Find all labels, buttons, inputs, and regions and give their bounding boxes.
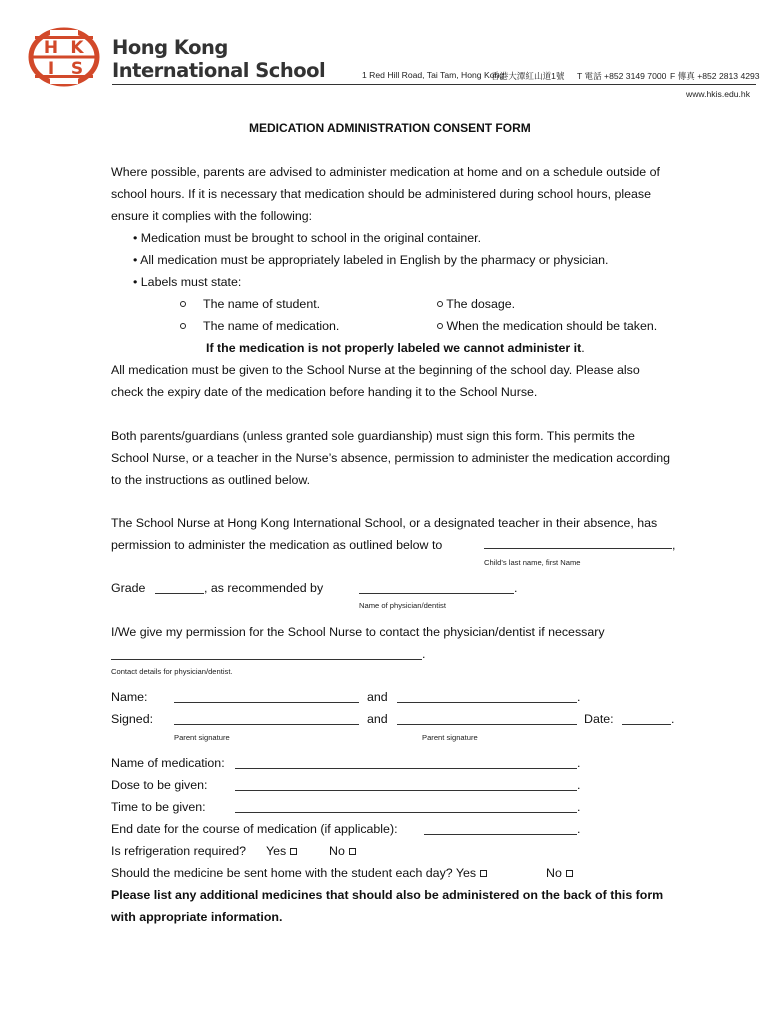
label-item: The name of medication. (180, 319, 339, 333)
period: . (577, 778, 581, 792)
bullet-text: All medication must be appropriately labeled in English by the pharmacy or physician. (140, 253, 609, 267)
end-date-field[interactable] (424, 834, 577, 835)
para3-line-3: to the instructions as outlined below. (111, 473, 311, 487)
label-item: The dosage. (437, 297, 515, 311)
time-field[interactable] (235, 812, 577, 813)
checkbox-icon[interactable] (349, 848, 356, 855)
bullet-text: Labels must state: (140, 275, 242, 289)
send-home-label[interactable]: Should the medicine be sent home with the student each day? Yes (111, 866, 487, 880)
parent-signature-caption-1: Parent signature (174, 733, 230, 742)
para4-line-2: permission to administer the medication as outlined below to (111, 538, 443, 552)
grade-label: Grade (111, 581, 146, 595)
intro-line-3: ensure it complies with the following: (111, 209, 313, 223)
child-name-field[interactable] (484, 548, 672, 549)
final-note-line-2: with appropriate information. (111, 910, 283, 924)
bullet-item: • Labels must state: (133, 275, 242, 289)
intro-line-2: school hours. If it is necessary that medication should be administered during school hours, please (111, 187, 651, 201)
label-item: The name of student. (180, 297, 320, 311)
para2-line-1: All medication must be given to the School Nurse at the beginning of the school day. Please also (111, 363, 640, 377)
refrigeration-label: Is refrigeration required? (111, 844, 246, 858)
medication-name-field[interactable] (235, 768, 577, 769)
child-name-caption: Child’s last name, first Name (484, 558, 581, 567)
physician-caption: Name of physician/dentist (359, 601, 446, 610)
checkbox-icon[interactable] (290, 848, 297, 855)
para4-line-1: The School Nurse at Hong Kong International School, or a designated teacher in their absence, has (111, 516, 658, 530)
and-label: and (367, 690, 388, 704)
para2-line-2: check the expiry date of the medication before handing it to the School Nurse. (111, 385, 538, 399)
logo-letter-s: S (70, 59, 84, 79)
period: . (577, 756, 581, 770)
name-label: Name: (111, 690, 148, 704)
date-field[interactable] (622, 724, 671, 725)
permission-text: I/We give my permission for the School Nurse to contact the physician/dentist if necessary (111, 625, 605, 639)
dose-field[interactable] (235, 790, 577, 791)
parent-name-field-2[interactable] (397, 702, 577, 703)
comma: , (672, 538, 676, 552)
recommended-by-label: , as recommended by (204, 581, 324, 595)
bullet-text: Medication must be brought to school in the original container. (140, 231, 482, 245)
header-rule (112, 84, 756, 85)
logo-letter-i: I (47, 59, 55, 79)
contact-details-field[interactable] (111, 659, 422, 660)
final-note-line-1: Please list any additional medicines that should also be administered on the back of this form (111, 888, 664, 902)
logo-letter-k: K (70, 38, 84, 58)
school-name-line1: Hong Kong (112, 36, 228, 59)
bullet-item: • Medication must be brought to school in the original container. (133, 231, 482, 245)
send-home-no-option[interactable]: No (546, 866, 573, 880)
circle-bullet-icon (437, 301, 443, 307)
period: . (577, 690, 581, 704)
dose-label: Dose to be given: (111, 778, 208, 792)
fax: F 傳真 +852 2813 4293 (670, 71, 760, 81)
parent-signature-caption-2: Parent signature (422, 733, 478, 742)
circle-bullet-icon (180, 323, 186, 329)
period: . (577, 822, 581, 836)
and-label: and (367, 712, 388, 726)
address-chinese: 香港大潭紅山道1號 (491, 71, 565, 81)
address: 1 Red Hill Road, Tai Tam, Hong Kong (362, 70, 505, 80)
website: www.hkis.edu.hk (686, 89, 751, 99)
parent-signature-field-2[interactable] (397, 724, 577, 725)
circle-bullet-icon (180, 301, 186, 307)
time-label: Time to be given: (111, 800, 206, 814)
para3-line-2: School Nurse, or a teacher in the Nurse’s absence, permission to administer the medication according (111, 451, 671, 465)
para3-line-1: Both parents/guardians (unless granted sole guardianship) must sign this form. This permits the (111, 429, 635, 443)
contact-caption: Contact details for physician/dentist. (111, 667, 233, 676)
refrigeration-yes-option[interactable]: Yes (266, 844, 297, 858)
telephone: T 電話 +852 3149 7000 (577, 71, 667, 81)
bullet-item: • All medication must be appropriately labeled in English by the pharmacy or physician. (133, 253, 609, 267)
signed-label: Signed: (111, 712, 154, 726)
medication-name-label: Name of medication: (111, 756, 225, 770)
date-label: Date: (584, 712, 614, 726)
parent-name-field-1[interactable] (174, 702, 359, 703)
period: . (514, 581, 518, 595)
physician-name-field[interactable] (359, 593, 514, 594)
circle-bullet-icon (437, 323, 443, 329)
label-warning: If the medication is not properly labeled we cannot administer it. (206, 341, 585, 355)
logo-letter-h: H (43, 38, 59, 58)
parent-signature-field-1[interactable] (174, 724, 359, 725)
form-title: MEDICATION ADMINISTRATION CONSENT FORM (249, 121, 531, 135)
school-name-line2: International School (112, 59, 326, 82)
intro-line-1: Where possible, parents are advised to administer medication at home and on a schedule outside of (111, 165, 660, 179)
checkbox-icon[interactable] (480, 870, 487, 877)
grade-field[interactable] (155, 593, 204, 594)
period: . (422, 647, 426, 661)
label-item: When the medication should be taken. (437, 319, 657, 333)
refrigeration-no-option[interactable]: No (329, 844, 356, 858)
period: . (671, 712, 675, 726)
hkis-logo-icon (26, 26, 102, 88)
checkbox-icon[interactable] (566, 870, 573, 877)
period: . (577, 800, 581, 814)
end-date-label: End date for the course of medication (if applicable): (111, 822, 398, 836)
